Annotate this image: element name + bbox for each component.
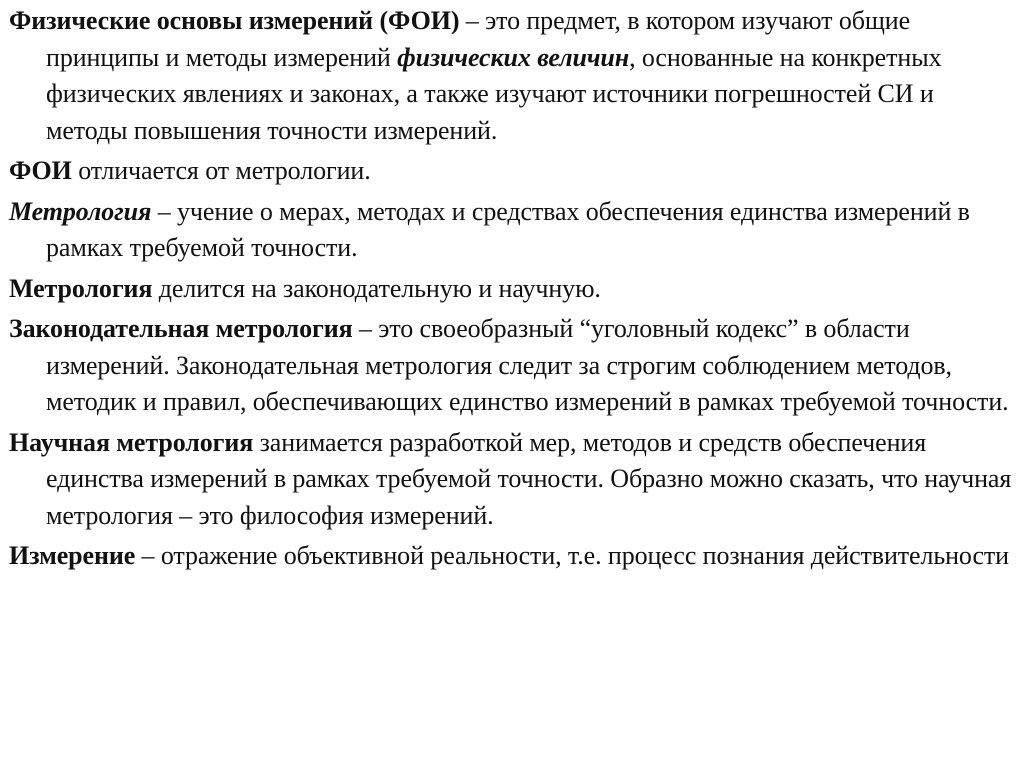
paragraph-foi-vs-metrology	[9, 153, 1017, 190]
paragraph-metrology-definition	[9, 194, 1017, 267]
term-measurement: Измерение	[9, 541, 136, 570]
text-span: – отражение объективной реальности, т.е. процесс познания действительности	[135, 541, 1009, 570]
text-body	[9, 3, 1017, 579]
paragraph-metrology-division	[9, 271, 1017, 308]
paragraph-legal-metrology	[9, 311, 1017, 421]
text-span: – это своеобразный “уголовный кодекс” в области измерений. Законодательная метрология следит за строгим соблюдением методов, методик и правил, обеспечивающих единство измерений в рамках требуемой точности.	[46, 314, 1009, 416]
term-metrology: Метрология	[9, 196, 152, 226]
term-legal-metrology: Законодательная метрология	[9, 314, 353, 343]
term-metrology-plain: Метрология	[9, 273, 153, 303]
term-foi-short: ФОИ	[9, 156, 72, 185]
term-scientific-metrology: Научная метрология	[9, 427, 254, 457]
paragraph-measurement-definition	[9, 538, 1017, 575]
term-physical-quantities: физических величин	[397, 42, 630, 72]
text-span: , основанные на конкретных физических явлениях и законах, а также изучают источники погрешностей СИ и методы повышения точности измерений.	[46, 42, 942, 145]
text-span: – это предмет, в котором изучают общие принципы и методы измерений	[46, 6, 911, 72]
paragraph-foi-definition	[9, 3, 1017, 149]
text-span: занимается разработкой мер, методов и средств обеспечения единства измерений в рамках требуемой точности. Образно можно сказать, что научная метрология – это философия измерений.	[46, 427, 1012, 530]
text-span: – учение о мерах, методах и средствах обеспечения единства измерений в рамках требуемой точности.	[46, 196, 970, 262]
term-foi: Физические основы измерений (ФОИ)	[9, 6, 460, 35]
paragraph-scientific-metrology	[9, 425, 1017, 535]
text-span: делится на законодательную и научную.	[152, 273, 601, 303]
text-span: отличается от метрологии.	[71, 156, 371, 185]
